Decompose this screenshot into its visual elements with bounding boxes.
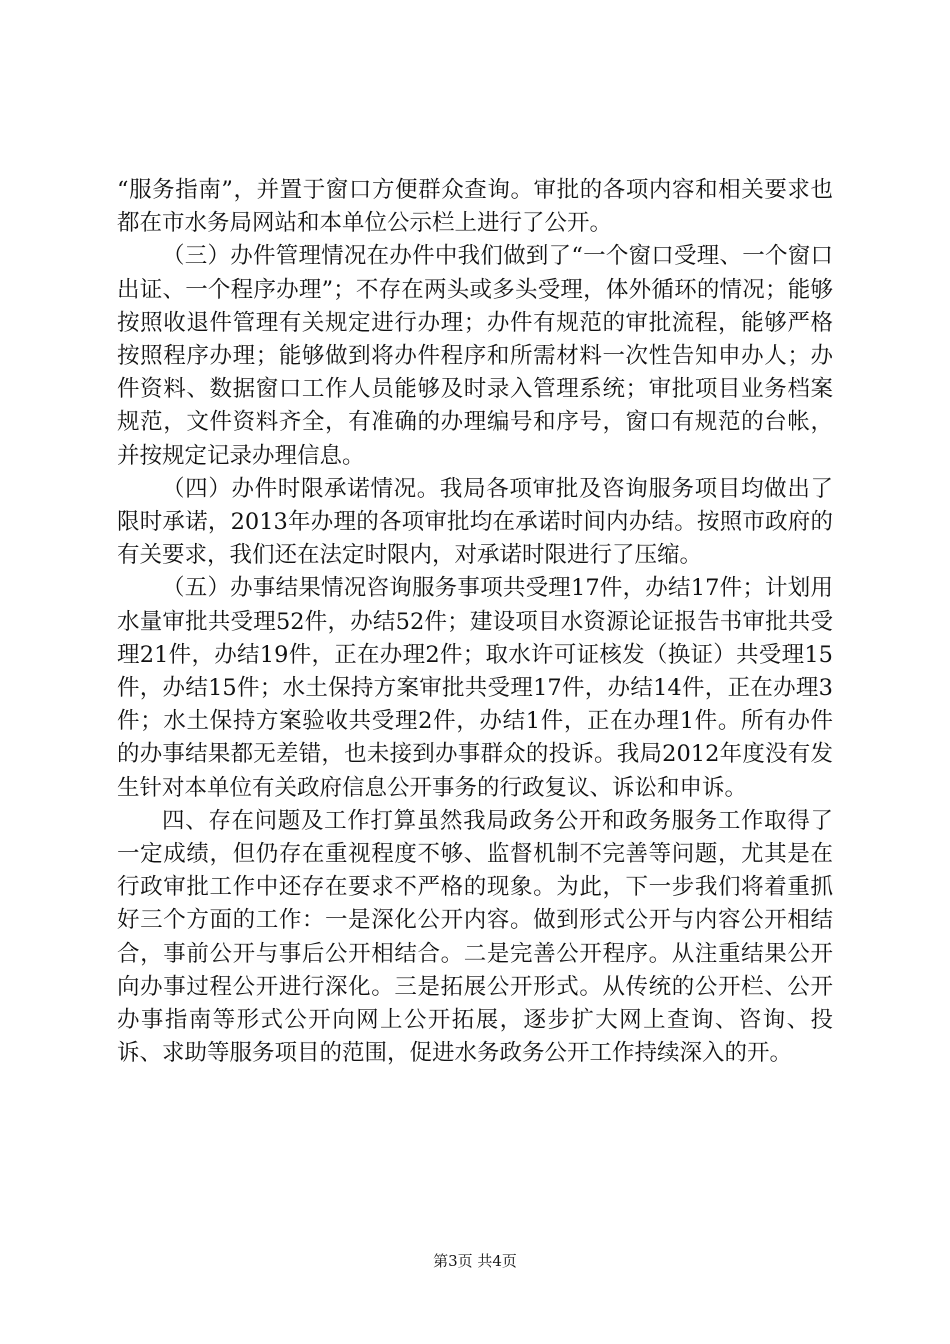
paragraph-service-guide-continuation: “服务指南”，并置于窗口方便群众查询。审批的各项内容和相关要求也都在市水务局网站和本单位公示栏上进行了公开。 xyxy=(117,177,833,237)
paragraph-time-limit-commitment: （四）办件时限承诺情况。我局各项审批及咨询服务项目均做出了限时承诺，2013年办理的各项审批均在承诺时间内办结。按照市政府的有关要求，我们还在法定时限内，对承诺时限进行了压缩。 xyxy=(117,475,833,569)
paragraph-case-management: （三）办件管理情况在办件中我们做到了“一个窗口受理、一个窗口出证、一个程序办理”；不存在两头或多头受理，体外循环的情况；能够按照收退件管理有关规定进行办理；办件有规范的审批流程，能够严格按照程序办理；能够做到将办件程序和所需材料一次性告知申办人；办件资料、数据窗口工作人员能够及时录入管理系统；审批项目业务档案规范，文件资料齐全，有准确的办理编号和序号，窗口有规范的台帐，并按规定记录办理信息。 xyxy=(117,243,833,469)
paragraph-case-results: （五）办事结果情况咨询服务事项共受理17件，办结17件；计划用水量审批共受理52件，办结52件；建设项目水资源论证报告书审批共受理21件，办结19件，正在办理2件；取水许可证核发（换证）共受理15件，办结15件；水土保持方案审批共受理17件，办结14件，正在办理3件；水土保持方案验收共受理2件，办结1件，正在办理1件。所有办件的办事结果都无差错，也未接到办事群众的投诉。我局2012年度没有发生针对本单位有关政府信息公开事务的行政复议、诉讼和申诉。 xyxy=(117,575,833,801)
document-body xyxy=(117,174,833,1070)
paragraph-problems-and-plans: 四、存在问题及工作打算虽然我局政务公开和政务服务工作取得了一定成绩，但仍存在重视程度不够、监督机制不完善等问题，尤其是在行政审批工作中还存在要求不严格的现象。为此，下一步我们将着重抓好三个方面的工作：一是深化公开内容。做到形式公开与内容公开相结合，事前公开与事后公开相结合。二是完善公开程序。从注重结果公开向办事过程公开进行深化。三是拓展公开形式。从传统的公开栏、公开办事指南等形式公开向网上公开拓展，逐步扩大网上查询、咨询、投诉、求助等服务项目的范围，促进水务政务公开工作持续深入的开。 xyxy=(117,807,833,1067)
page-number-footer: 第3页 共4页 xyxy=(433,1252,517,1270)
